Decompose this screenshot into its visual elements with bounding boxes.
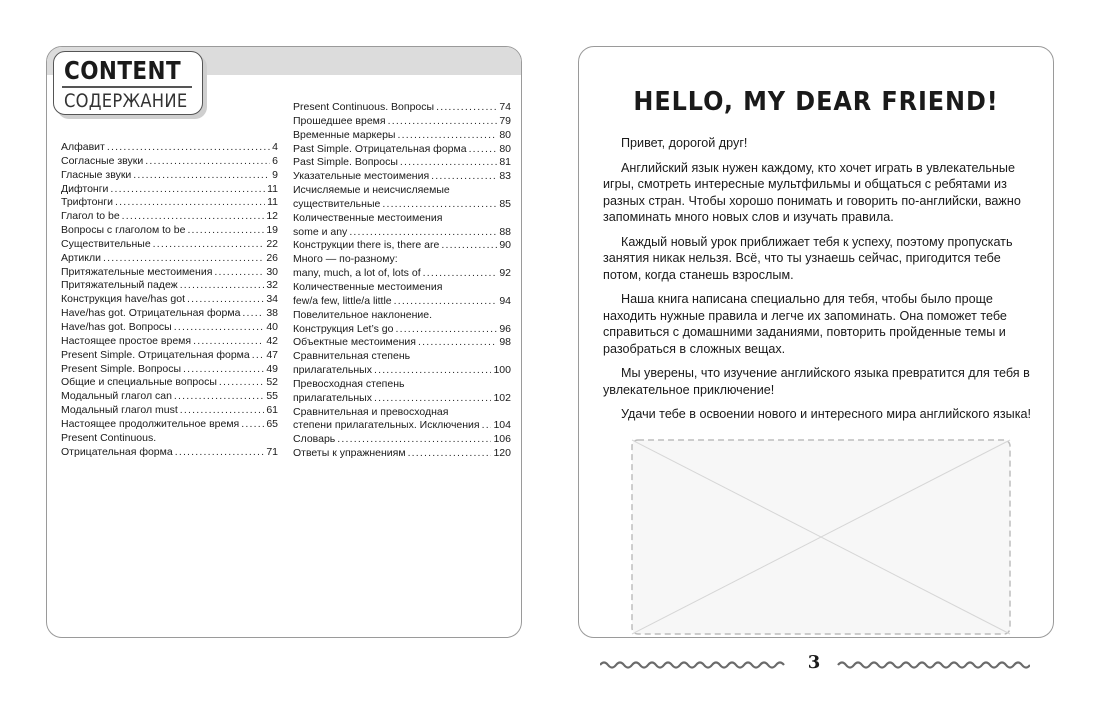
toc-entry-page: 11 xyxy=(267,182,278,195)
toc-leader-dots xyxy=(107,141,270,155)
toc-entry-title: Сравнительная степень xyxy=(293,350,411,363)
toc-entry xyxy=(293,447,511,461)
toc-entry-page: 83 xyxy=(499,170,511,183)
toc-entry xyxy=(293,281,511,295)
contents-title-tab xyxy=(53,51,203,115)
toc-entry-title: Вопросы с глаголом to be xyxy=(61,224,186,237)
toc-entry-title: many, much, a lot of, lots of xyxy=(293,267,421,280)
toc-leader-dots xyxy=(482,419,492,433)
toc-entry-title: Present Simple. Отрицательная форма xyxy=(61,348,250,361)
intro-greeting: Привет, дорогой друг! xyxy=(621,136,748,150)
toc-leader-dots xyxy=(193,335,264,349)
toc-entry-page: 11 xyxy=(267,196,278,209)
toc-leader-dots xyxy=(219,376,264,390)
toc-column-2 xyxy=(293,101,511,461)
toc-entry xyxy=(61,266,278,280)
toc-leader-dots xyxy=(115,196,265,210)
toc-leader-dots xyxy=(374,364,492,378)
toc-leader-dots xyxy=(175,446,265,460)
toc-leader-dots xyxy=(469,143,498,157)
toc-entry xyxy=(293,392,511,406)
intro-paragraph-2: Каждый новый урок приближает тебя к успеху, поэтому пропускать занятия никак нельзя. Всё, что ты узнаешь сейчас, пригодится тебе потом, когда станешь взрослым. xyxy=(603,234,1013,282)
title-divider xyxy=(62,86,192,88)
illustration-placeholder-icon xyxy=(631,439,1011,635)
toc-entry xyxy=(61,390,278,404)
toc-entry xyxy=(61,376,278,390)
toc-entry xyxy=(293,226,511,240)
toc-entry xyxy=(293,433,511,447)
toc-entry-page: 81 xyxy=(499,156,511,169)
toc-entry xyxy=(293,323,511,337)
toc-entry xyxy=(293,115,511,129)
toc-leader-dots xyxy=(174,321,265,335)
toc-entry-page: 22 xyxy=(266,237,278,250)
toc-leader-dots xyxy=(252,349,265,363)
toc-entry-page: 26 xyxy=(266,251,278,264)
capybara-illustration xyxy=(631,439,1011,635)
toc-entry-page: 38 xyxy=(266,307,278,320)
toc-leader-dots xyxy=(394,295,498,309)
intro-paragraph-3: Наша книга написана специально для тебя, чтобы было проще находить нужные правила и легче их запоминать. Она поможет тебе справиться с домашними заданиями, повторить пройденные темы и разобраться в сложных вещах. xyxy=(603,292,1007,356)
toc-entry-title: существительные xyxy=(293,197,381,210)
toc-entry xyxy=(293,253,511,267)
page-footer xyxy=(600,650,1030,680)
toc-entry-title: Отрицательная форма xyxy=(61,445,173,458)
toc-entry-page: 80 xyxy=(499,128,511,141)
toc-entry xyxy=(293,378,511,392)
toc-entry-page: 98 xyxy=(499,336,511,349)
toc-entry-title: Много — по-разному: xyxy=(293,253,398,266)
intro-page xyxy=(578,46,1054,638)
intro-heading: HELLO, MY DEAR FRIEND! xyxy=(633,87,999,117)
toc-entry xyxy=(61,155,278,169)
toc-entry xyxy=(61,196,278,210)
toc-entry-page: 80 xyxy=(499,142,511,155)
toc-entry-title: Согласные звуки xyxy=(61,154,144,167)
toc-leader-dots xyxy=(349,226,497,240)
toc-entry-title: Прошедшее время xyxy=(293,114,386,127)
toc-entry-page: 32 xyxy=(266,279,278,292)
toc-entry xyxy=(61,404,278,418)
toc-entry xyxy=(61,238,278,252)
toc-entry-page: 94 xyxy=(499,294,511,307)
toc-leader-dots xyxy=(400,156,497,170)
toc-entry xyxy=(293,239,511,253)
toc-entry-page: 102 xyxy=(493,391,511,404)
toc-entry-title: Модальный глагол can xyxy=(61,390,172,403)
toc-entry-title: Алфавит xyxy=(61,141,105,153)
toc-leader-dots xyxy=(180,404,265,418)
toc-entry xyxy=(293,170,511,184)
toc-entry-page: 90 xyxy=(499,239,511,252)
toc-entry xyxy=(61,432,278,446)
contents-subtitle: СОДЕРЖАНИЕ xyxy=(64,90,188,112)
toc-entry-title: Present Simple. Вопросы xyxy=(61,362,182,375)
toc-entry-page: 19 xyxy=(266,224,278,237)
toc-entry-page: 88 xyxy=(499,225,511,238)
toc-entry xyxy=(61,446,278,460)
toc-leader-dots xyxy=(110,183,265,197)
toc-entry-title: Количественные местоимения xyxy=(293,211,443,224)
toc-leader-dots xyxy=(187,224,264,238)
toc-entry-page: 65 xyxy=(266,417,278,430)
toc-leader-dots xyxy=(423,267,498,281)
toc-leader-dots xyxy=(382,198,497,212)
toc-entry-page: 40 xyxy=(266,320,278,333)
toc-entry-title: Конструкция have/has got xyxy=(61,293,185,306)
toc-entry-title: Конструкция Let’s go xyxy=(293,322,394,335)
toc-entry xyxy=(293,212,511,226)
toc-entry xyxy=(293,309,511,323)
toc-entry-page: 49 xyxy=(266,362,278,375)
toc-entry-title: Временные маркеры xyxy=(293,128,396,141)
toc-entry-title: Конструкции there is, there are xyxy=(293,239,440,252)
intro-text xyxy=(603,135,1031,431)
toc-entry xyxy=(61,224,278,238)
toc-entry xyxy=(61,293,278,307)
contents-title: CONTENT xyxy=(64,56,182,85)
toc-entry-page: 100 xyxy=(493,364,511,377)
toc-entry-page: 74 xyxy=(499,101,511,113)
toc-leader-dots xyxy=(174,390,264,404)
toc-leader-dots xyxy=(408,447,492,461)
toc-leader-dots xyxy=(431,170,497,184)
toc-entry-page: 12 xyxy=(266,210,278,223)
toc-leader-dots xyxy=(241,418,264,432)
toc-entry xyxy=(293,267,511,281)
toc-entry xyxy=(61,363,278,377)
toc-leader-dots xyxy=(388,115,498,129)
toc-entry-page: 30 xyxy=(266,265,278,278)
toc-entry-title: Дифтонги xyxy=(61,182,109,195)
toc-entry-page: 4 xyxy=(272,141,278,153)
toc-leader-dots xyxy=(103,252,264,266)
toc-leader-dots xyxy=(214,266,264,280)
toc-entry-title: Превосходная степень xyxy=(293,377,405,390)
toc-entry xyxy=(293,364,511,378)
toc-entry xyxy=(61,418,278,432)
toc-entry-title: Словарь xyxy=(293,433,336,446)
toc-entry-title: Глагол to be xyxy=(61,210,120,223)
page-number: 3 xyxy=(807,652,821,673)
intro-paragraph-4: Мы уверены, что изучение английского языка превратится для тебя в увлекательное приключение! xyxy=(603,366,1030,397)
toc-entry-page: 79 xyxy=(499,114,511,127)
toc-leader-dots xyxy=(337,433,491,447)
toc-entry-title: Повелительное наклонение. xyxy=(293,308,432,321)
toc-entry xyxy=(293,184,511,198)
toc-entry-title: степени прилагательных. Исключения xyxy=(293,419,480,432)
toc-entry-title: Настоящее продолжительное время xyxy=(61,417,240,430)
toc-leader-dots xyxy=(441,239,497,253)
toc-entry xyxy=(293,350,511,364)
toc-entry-page: 42 xyxy=(266,334,278,347)
toc-entry-page: 106 xyxy=(493,433,511,446)
toc-leader-dots xyxy=(122,210,265,224)
toc-entry-title: прилагательных xyxy=(293,364,372,377)
toc-entry-title: Past Simple. Вопросы xyxy=(293,156,398,169)
toc-entry xyxy=(61,210,278,224)
toc-entry-page: 6 xyxy=(272,154,278,167)
toc-entry-page: 104 xyxy=(493,419,511,432)
toc-entry-page: 9 xyxy=(272,168,278,181)
toc-leader-dots xyxy=(242,307,264,321)
toc-leader-dots xyxy=(153,238,265,252)
toc-entry-title: Ответы к упражнениям xyxy=(293,447,406,460)
intro-paragraph-1: Английский язык нужен каждому, кто хочет играть в увлекательные игры, смотреть интересные мультфильмы и общаться с ребятами из разных стран. Чтобы хорошо понимать и говорить по-английски, важно запоминать много новых слов и изучать правила. xyxy=(603,160,1021,224)
toc-entry-title: few/a few, little/a little xyxy=(293,294,392,307)
toc-entry-page: 96 xyxy=(499,322,511,335)
toc-entry xyxy=(293,198,511,212)
toc-entry-page: 85 xyxy=(499,197,511,210)
toc-leader-dots xyxy=(436,101,497,115)
toc-entry-title: Сравнительная и превосходная xyxy=(293,405,449,418)
toc-entry xyxy=(293,419,511,433)
toc-entry xyxy=(61,307,278,321)
contents-page xyxy=(46,46,522,638)
toc-entry xyxy=(293,129,511,143)
toc-entry-title: Указательные местоимения xyxy=(293,170,430,183)
toc-entry-page: 61 xyxy=(266,404,278,417)
toc-entry-page: 92 xyxy=(499,267,511,280)
toc-leader-dots xyxy=(397,129,497,143)
toc-entry-title: Существительные xyxy=(61,237,151,250)
toc-entry-title: Объектные местоимения xyxy=(293,336,416,349)
toc-leader-dots xyxy=(183,363,264,377)
toc-entry-title: Артикли xyxy=(61,251,101,264)
toc-entry-page: 47 xyxy=(266,348,278,361)
toc-leader-dots xyxy=(418,336,497,350)
toc-entry xyxy=(61,252,278,266)
toc-entry-title: прилагательных xyxy=(293,391,372,404)
toc-entry xyxy=(293,336,511,350)
toc-entry-title: Трифтонги xyxy=(61,196,113,209)
intro-paragraph-5: Удачи тебе в освоении нового и интересного мира английского языка! xyxy=(621,407,1031,421)
toc-entry-page: 71 xyxy=(266,445,278,458)
toc-entry-title: Модальный глагол must xyxy=(61,404,178,417)
toc-entry-title: Исчисляемые и неисчисляемые xyxy=(293,184,450,197)
toc-entry-page: 34 xyxy=(266,293,278,306)
toc-entry-title: Present Continuous. Вопросы xyxy=(293,101,435,113)
toc-entry-title: Настоящее простое время xyxy=(61,334,192,347)
toc-entry xyxy=(293,156,511,170)
toc-entry-title: Общие и специальные вопросы xyxy=(61,376,217,389)
toc-entry-title: Past Simple. Отрицательная форма xyxy=(293,142,467,155)
toc-entry-page: 120 xyxy=(493,447,511,460)
toc-entry xyxy=(61,183,278,197)
toc-entry xyxy=(61,279,278,293)
toc-entry xyxy=(61,349,278,363)
toc-entry-title: Притяжательный падеж xyxy=(61,279,178,292)
toc-leader-dots xyxy=(395,323,497,337)
toc-entry xyxy=(61,169,278,183)
toc-entry-page: 55 xyxy=(266,390,278,403)
toc-entry-title: Present Continuous. xyxy=(61,431,157,444)
toc-entry-title: Количественные местоимения xyxy=(293,280,443,293)
toc-entry xyxy=(293,143,511,157)
toc-entry xyxy=(61,321,278,335)
toc-entry-title: Have/has got. Отрицательная форма xyxy=(61,307,241,320)
toc-leader-dots xyxy=(374,392,492,406)
toc-entry xyxy=(61,141,278,155)
toc-entry-title: Have/has got. Вопросы xyxy=(61,320,172,333)
toc-entry xyxy=(293,295,511,309)
toc-entry xyxy=(61,335,278,349)
toc-leader-dots xyxy=(133,169,270,183)
toc-leader-dots xyxy=(180,279,265,293)
toc-entry-title: Притяжательные местоимения xyxy=(61,265,213,278)
toc-entry-title: some и any xyxy=(293,225,348,238)
toc-entry xyxy=(293,406,511,420)
toc-leader-dots xyxy=(145,155,270,169)
toc-column-1 xyxy=(61,141,278,459)
toc-entry xyxy=(293,101,511,115)
toc-leader-dots xyxy=(187,293,264,307)
toc-entry-title: Гласные звуки xyxy=(61,168,132,181)
toc-entry-page: 52 xyxy=(266,376,278,389)
